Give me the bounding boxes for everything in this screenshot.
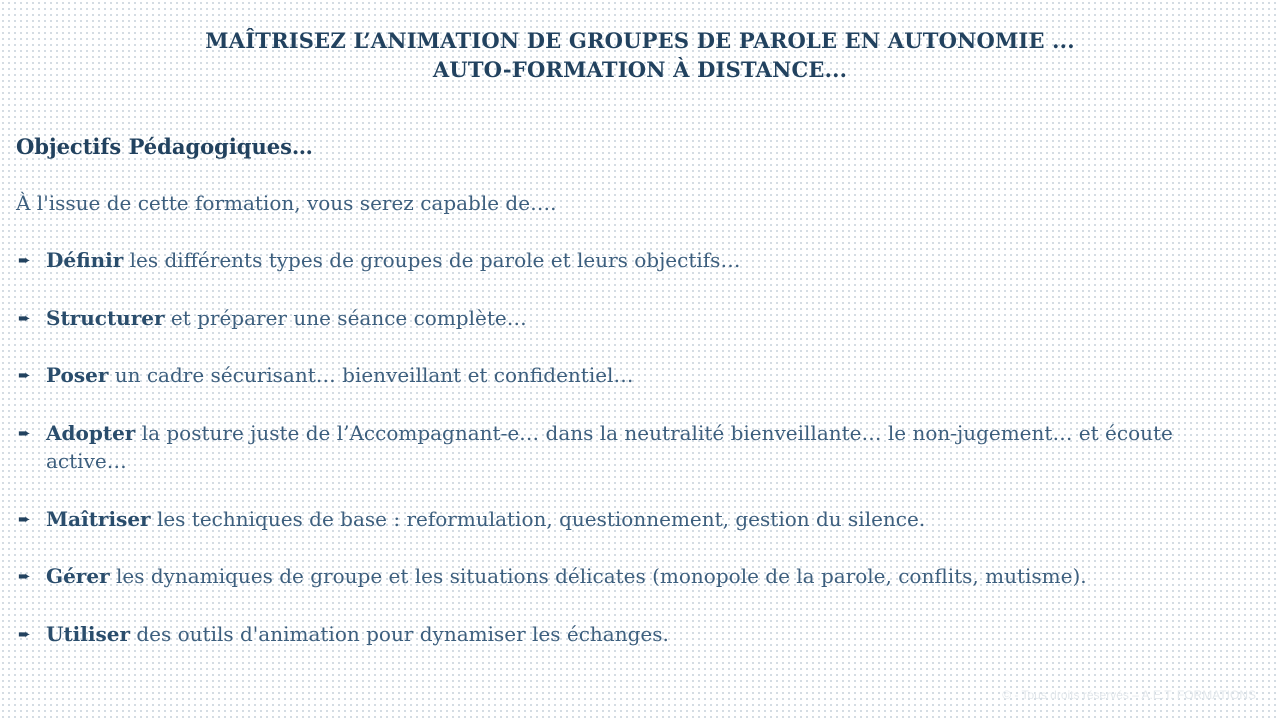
objective-item xyxy=(16,361,1216,390)
objective-text: un cadre sécurisant… bienveillant et confidentiel… xyxy=(108,363,634,387)
objective-verb: Définir xyxy=(46,248,124,272)
objective-text: les différents types de groupes de parole et leurs objectifs… xyxy=(123,248,741,272)
objective-verb: Gérer xyxy=(46,564,110,588)
objective-item xyxy=(16,304,1216,333)
arrow-right-icon: ➨ xyxy=(18,423,31,442)
objectives-list xyxy=(16,246,1216,648)
section-heading: Objectifs Pédagogiques… xyxy=(16,134,313,159)
objective-text: les techniques de base : reformulation, questionnement, gestion du silence. xyxy=(150,506,926,531)
arrow-right-icon: ➨ xyxy=(18,308,31,327)
objective-verb: Adopter xyxy=(46,420,136,445)
arrow-right-icon: ➨ xyxy=(18,366,31,384)
arrow-right-icon: ➨ xyxy=(18,251,31,269)
objective-text: les dynamiques de groupe et les situations délicates (monopole de la parole, conflits, mutisme). xyxy=(109,564,1087,588)
objective-text: et préparer une séance complète… xyxy=(164,305,527,330)
objective-verb: Structurer xyxy=(46,305,165,330)
main-content xyxy=(16,132,1216,677)
objective-item xyxy=(16,620,1216,649)
intro-text: À l'issue de cette formation, vous serez capable de…. xyxy=(16,191,557,215)
page-title xyxy=(0,26,1280,84)
objective-item xyxy=(16,562,1216,591)
objective-verb: Poser xyxy=(46,363,109,387)
arrow-right-icon: ➨ xyxy=(18,567,31,585)
objective-text: la posture juste de l’Accompagnant-e… dans la neutralité bienveillante… le non-jugement… et écoute active… xyxy=(46,420,1173,473)
objective-item xyxy=(16,419,1216,476)
title-line-1: MAÎTRISEZ L’ANIMATION DE GROUPES DE PAROLE EN AUTONOMIE ... xyxy=(205,28,1075,53)
objective-text: des outils d'animation pour dynamiser les échanges. xyxy=(130,621,669,646)
arrow-right-icon: ➨ xyxy=(18,624,31,643)
objective-verb: Maîtriser xyxy=(46,506,151,531)
objective-item xyxy=(16,505,1216,534)
copyright-footer: © - Tous droits réservés – A.E.T. FORMATIONS xyxy=(1002,688,1256,702)
objective-item xyxy=(16,246,1216,275)
title-line-2: AUTO-FORMATION À DISTANCE... xyxy=(432,57,848,82)
arrow-right-icon: ➨ xyxy=(18,509,31,528)
objective-verb: Utiliser xyxy=(46,621,130,646)
